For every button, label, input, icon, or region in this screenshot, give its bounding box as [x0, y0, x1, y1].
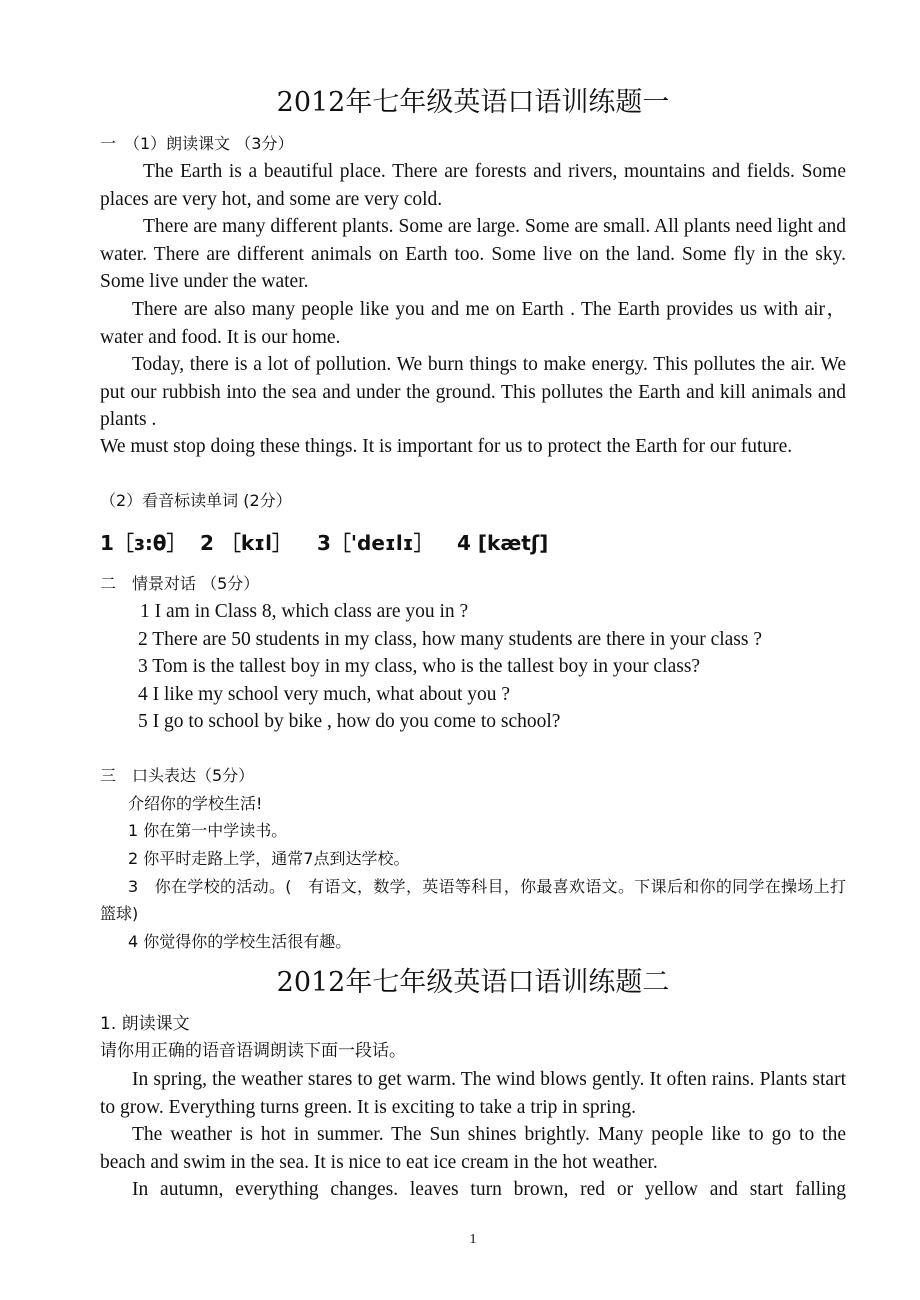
reading-instruction: 请你用正确的语音语调朗读下面一段话。 [100, 1041, 406, 1061]
oral-expression-intro: 介绍你的学校生活! [128, 794, 263, 813]
oral-expression-item-2: 2 你平时走路上学，通常7点到达学校。 [128, 849, 410, 868]
section-heading-dialogue: 二 情景对话 （5分） [100, 574, 260, 593]
section-heading-oral-expression: 三 口头表达（5分） [100, 766, 255, 785]
phonetic-item-2: 2 ［kɪl］ [200, 531, 292, 555]
document-page [100, 0, 846, 1300]
phonetic-item-1: 1［ɜ:θ］ [100, 531, 187, 555]
document-title-2: 2012年七年级英语口语训练题二 [276, 967, 670, 998]
reading2-paragraph-1: In spring, the weather stares to get warm. The wind blows gently. It often rains. Plants start to grow. Everything turns green. It is exciting to take a trip in spring. [100, 1069, 846, 1118]
dialogue-item-4: 4 I like my school very much, what about you ? [138, 684, 511, 705]
reading-paragraph-5: We must stop doing these things. It is important for us to protect the Earth for our future. [100, 436, 793, 457]
reading-paragraph-3: There are also many people like you and me on Earth . The Earth provides us with air，water and food. It is our home. [100, 299, 846, 348]
phonetic-row [100, 528, 548, 558]
reading2-paragraph-2: The weather is hot in summer. The Sun shines brightly. Many people like to go to the beach and swim in the sea. It is nice to eat ice cream in the hot weather. [100, 1124, 846, 1173]
reading-paragraph-1: The Earth is a beautiful place. There are forests and rivers, mountains and fields. Some places are very hot, and some are very cold. [100, 161, 846, 210]
phonetic-item-3: 3［'deɪlɪ］ [317, 531, 434, 555]
reading-paragraph-4: Today, there is a lot of pollution. We burn things to make energy. This pollutes the air. We put our rubbish into the sea and under the ground. This pollutes the Earth and kill animals and plants . [100, 354, 846, 430]
dialogue-item-2: 2 There are 50 students in my class, how many students are there in your class ? [138, 629, 763, 650]
page-number: 1 [469, 1232, 477, 1247]
document-title-1: 2012年七年级英语口语训练题一 [276, 87, 670, 118]
section-heading-reading: 一 （1）朗读课文 （3分） [100, 134, 294, 153]
oral-expression-item-1: 1 你在第一中学读书。 [128, 821, 288, 840]
section-heading-reading-2: 1. 朗读课文 [100, 1014, 190, 1034]
dialogue-item-5: 5 I go to school by bike , how do you come to school? [138, 711, 561, 732]
reading-paragraph-2: There are many different plants. Some are large. Some are small. All plants need light and water. There are different animals on Earth too. Some live on the land. Some fly in the sky. Some live under the water. [100, 216, 846, 292]
oral-expression-item-4: 4 你觉得你的学校生活很有趣。 [128, 932, 352, 951]
phonetic-item-4: 4 [kætʃ] [457, 531, 549, 555]
reading2-paragraph-3: In autumn, everything changes. leaves turn brown, red or yellow and start falling [132, 1179, 846, 1200]
dialogue-item-3: 3 Tom is the tallest boy in my class, who is the tallest boy in your class? [138, 656, 701, 677]
section-heading-phonetics: （2）看音标读单词 (2分） [100, 491, 292, 510]
dialogue-item-1: 1 I am in Class 8, which class are you in ? [140, 601, 469, 622]
oral-expression-item-3: 3 你在学校的活动。( 有语文，数学，英语等科目，你最喜欢语文。下课后和你的同学在操场上打篮球) [100, 877, 846, 923]
